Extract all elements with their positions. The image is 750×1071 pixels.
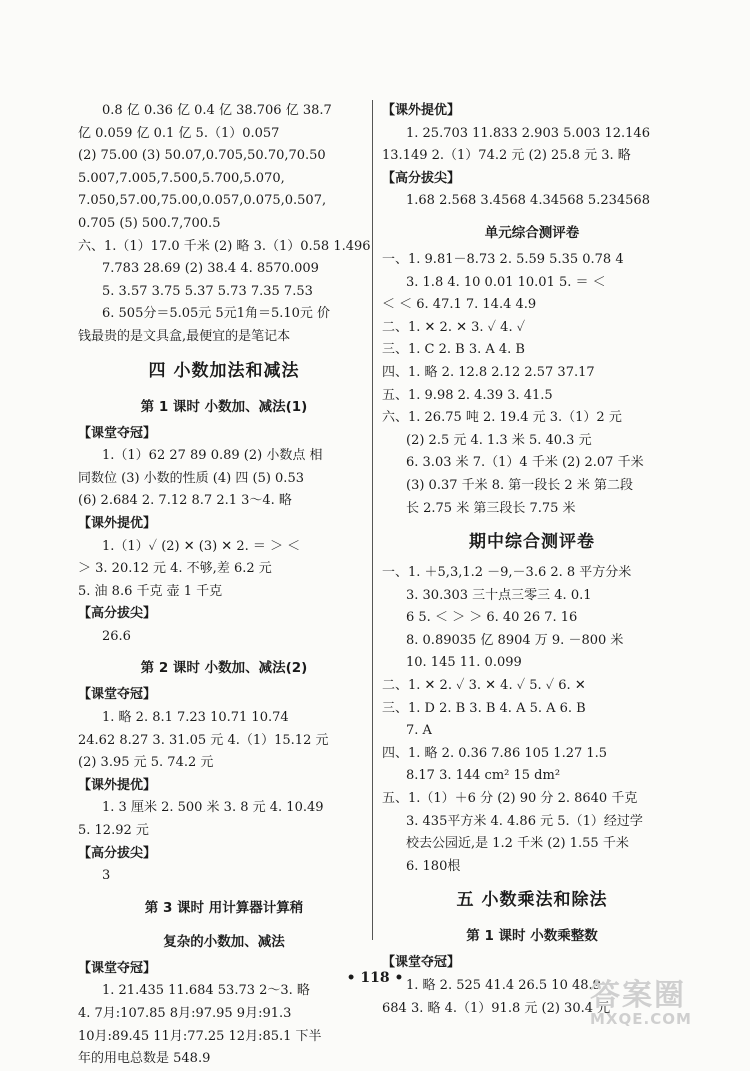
lesson-heading: 第 1 课时 小数乘整数 [466, 928, 598, 945]
answer-line: 6. 3.03 米 7.（1）4 千米 (2) 2.07 千米 [406, 455, 644, 471]
answer-line: ＞ 3. 20.12 元 4. 不够,差 6.2 元 [78, 561, 272, 577]
answer-line: 8. 0.89035 亿 8904 万 9. －800 米 [406, 632, 624, 648]
answer-line: 5. 3.57 3.75 5.37 5.73 7.35 7.53 [102, 283, 313, 299]
page-number: • 118 • [346, 970, 404, 986]
lesson-heading: 第 1 课时 小数加、减法(1) [140, 398, 308, 415]
answer-line: 四、1. 略 2. 12.8 2.12 2.57 37.17 [382, 364, 595, 380]
section-tag: 【课外提优】 [78, 777, 157, 793]
watermark-bottom: MXQE.COM [590, 1010, 692, 1028]
answer-line: 0.8 亿 0.36 亿 0.4 亿 38.706 亿 38.7 [102, 103, 332, 118]
answer-line: 六、1. 26.75 吨 2. 19.4 元 3.（1）2 元 [382, 410, 622, 426]
answer-line: 5.007,7.005,7.500,5.700,5.070, [78, 170, 285, 186]
answer-line: 684 3. 略 4.（1）91.8 元 (2) 30.4 元 [382, 1000, 611, 1016]
answer-line: 五、1. 9.98 2. 4.39 3. 41.5 [382, 387, 553, 403]
answer-line: 3. 30.303 三十点三零三 4. 0.1 [406, 587, 592, 603]
section-heading: 五 小数乘法和除法 [456, 890, 608, 911]
answer-line: 一、1. 9.81－8.73 2. 5.59 5.35 0.78 4 [382, 251, 624, 267]
left-column [78, 100, 370, 1071]
answer-line: (2) 75.00 (3) 50.07,0.705,50.70,70.50 [78, 148, 326, 164]
section-tag: 【课堂夺冠】 [78, 425, 157, 441]
answer-line: 亿 0.059 亿 0.1 亿 5.（1）0.057 [78, 125, 280, 141]
answer-line: 6. 505分＝5.05元 5元1角＝5.10元 价 [102, 306, 331, 322]
answer-line: 年的用电总数是 548.9 [78, 1051, 211, 1067]
section-tag: 【高分拔尖】 [382, 170, 461, 186]
section-tag: 【高分拔尖】 [78, 845, 157, 861]
answer-line: 1. 3 厘米 2. 500 米 3. 8 元 4. 10.49 [102, 800, 324, 816]
section-tag: 【高分拔尖】 [78, 606, 157, 622]
section-tag: 【课外提优】 [78, 515, 157, 531]
watermark-top: 答案圈 [590, 978, 686, 1013]
section-tag: 【课堂夺冠】 [382, 955, 461, 971]
answer-line: (3) 0.37 千米 8. 第一段长 2 米 第二段 [406, 477, 633, 493]
lesson-heading: 单元综合测评卷 [484, 224, 580, 241]
answer-line: 3 [102, 868, 111, 884]
answer-line: 校去公园近,是 1.2 千米 (2) 1.55 千米 [406, 836, 629, 852]
answer-line: 1. 略 2. 525 41.4 26.5 10 48.9 [406, 978, 601, 993]
answer-line: 10月:89.45 11月:77.25 12月:85.1 下半 [78, 1028, 322, 1044]
answer-line: 钱最贵的是文具盒,最便宜的是笔记本 [78, 328, 291, 344]
answer-line: 三、1. D 2. B 3. B 4. A 5. A 6. B [382, 700, 586, 716]
answer-line: 三、1. C 2. B 3. A 4. B [382, 342, 525, 358]
section-heading: 期中综合测评卷 [469, 532, 595, 553]
answer-line: 一、1. ＋5,3,1.2 －9,－3.6 2. 8 平方分米 [382, 565, 632, 581]
answer-line: 5. 油 8.6 千克 壶 1 千克 [78, 583, 223, 599]
answer-line: 同数位 (3) 小数的性质 (4) 四 (5) 0.53 [78, 470, 304, 486]
answer-line: 24.62 8.27 3. 31.05 元 4.（1）15.12 元 [78, 732, 329, 748]
answer-line: 26.6 [102, 628, 131, 644]
lesson-heading: 第 3 课时 用计算器计算稍 [144, 899, 304, 916]
answer-line: 1. 略 2. 8.1 7.23 10.71 10.74 [102, 710, 289, 726]
answer-line: 3. 1.8 4. 10 0.01 10.01 5. ＝ ＜ [406, 274, 606, 290]
answer-line: (2) 3.95 元 5. 74.2 元 [78, 755, 214, 771]
answer-line: 二、1. ✕ 2. ✓ 3. ✕ 4. ✓ 5. ✓ 6. ✕ [382, 678, 586, 694]
answer-line: 1.（1）62 27 89 0.89 (2) 小数点 相 [102, 448, 323, 464]
answer-line: (2) 2.5 元 4. 1.3 米 5. 40.3 元 [406, 432, 592, 448]
answer-line: (6) 2.684 2. 7.12 8.7 2.1 3～4. 略 [78, 493, 292, 509]
answer-line: 四、1. 略 2. 0.36 7.86 105 1.27 1.5 [382, 745, 608, 761]
answer-line: 5. 12.92 元 [78, 823, 149, 839]
answer-line: 1.（1）✓ (2) ✕ (3) ✕ 2. ＝ ＞ ＜ [102, 538, 301, 554]
section-tag: 【课堂夺冠】 [78, 687, 157, 703]
section-tag: 【课堂夺冠】 [78, 960, 157, 976]
section-heading: 四 小数加法和减法 [148, 360, 300, 381]
lesson-heading: 第 2 课时 小数加、减法(2) [140, 660, 308, 677]
lesson-heading: 复杂的小数加、减法 [163, 933, 285, 950]
answer-line: 1. 21.435 11.684 53.73 2～3. 略 [102, 983, 310, 999]
answer-line: 4. 7月:107.85 8月:97.95 9月:91.3 [78, 1006, 292, 1021]
answer-line: 10. 145 11. 0.099 [406, 655, 522, 671]
answer-line: 1. 25.703 11.833 2.903 5.003 12.146 [406, 125, 650, 141]
answer-line: 7.783 28.69 (2) 38.4 4. 8570.009 [102, 261, 319, 277]
answer-line: 6 5. ＜ ＞ ＞ 6. 40 26 7. 16 [406, 610, 578, 626]
answer-line: 六、1.（1）17.0 千米 (2) 略 3.（1）0.58 1.496 [78, 238, 371, 254]
answer-line: 1.68 2.568 3.4568 4.34568 5.234568 [406, 193, 650, 209]
answer-line: 五、1.（1）＋6 分 (2) 90 分 2. 8640 千克 [382, 791, 638, 807]
answer-line: 3. 435平方米 4. 4.86 元 5.（1）经过学 [406, 813, 643, 829]
answer-line: 7.050,57.00,75.00,0.057,0.075,0.507, [78, 193, 327, 209]
right-column [382, 100, 682, 1020]
answer-line: 0.705 (5) 500.7,700.5 [78, 215, 221, 231]
answer-line: 8.17 3. 144 cm² 15 dm² [406, 768, 561, 784]
answer-line: 6. 180根 [406, 858, 461, 874]
section-tag: 【课外提优】 [382, 103, 461, 118]
answer-line: ＜ ＜ 6. 47.1 7. 14.4 4.9 [382, 297, 537, 313]
answer-line: 13.149 2.（1）74.2 元 (2) 25.8 元 3. 略 [382, 148, 631, 164]
column-divider [372, 100, 373, 940]
answer-line: 二、1. ✕ 2. ✕ 3. ✓ 4. ✓ [382, 319, 526, 335]
watermark-logo [590, 970, 730, 1030]
answer-line: 7. A [406, 723, 432, 739]
answer-line: 长 2.75 米 第三段长 7.75 米 [406, 500, 576, 516]
